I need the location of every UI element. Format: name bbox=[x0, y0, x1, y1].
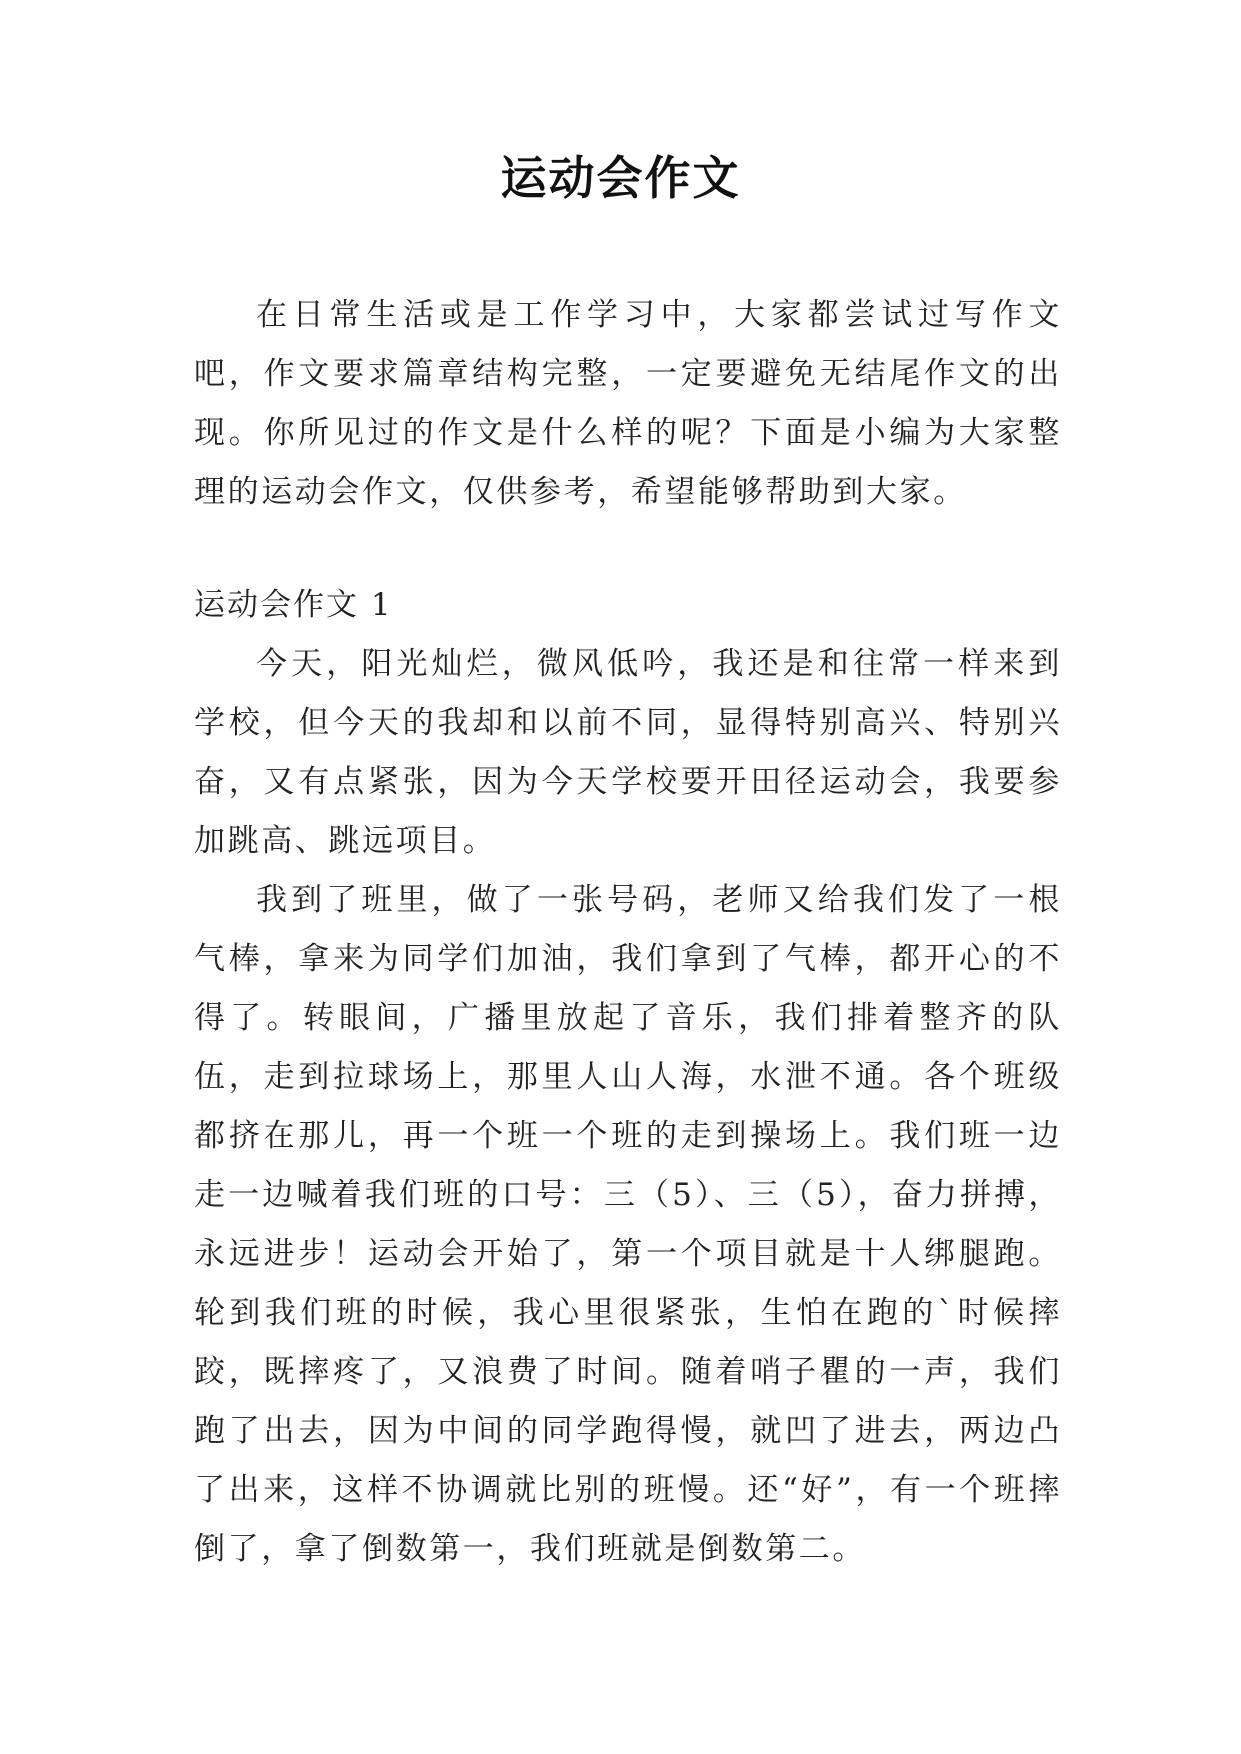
section-body bbox=[194, 635, 1062, 1579]
section-paragraph: 今天，阳光灿烂，微风低吟，我还是和往常一样来到学校，但今天的我却和以前不同，显得特别高兴、特别兴奋，又有点紧张，因为今天学校要开田径运动会，我要参加跳高、跳远项目。 bbox=[194, 646, 1062, 859]
document-title: 运动会作文 bbox=[500, 151, 741, 205]
intro-block bbox=[194, 286, 1062, 522]
section-paragraph: 我到了班里，做了一张号码，老师又给我们发了一根气棒，拿来为同学们加油，我们拿到了气棒，都开心的不得了。转眼间，广播里放起了音乐，我们排着整齐的队伍，走到拉球场上，那里人山人海，水泄不通。各个班级都挤在那儿，再一个班一个班的走到操场上。我们班一边走一边喊着我们班的口号：三（5）、三（5），奋力拼搏，永远进步！运动会开始了，第一个项目就是十人绑腿跑。轮到我们班的时候，我心里很紧张，生怕在跑的`时候摔跤，既摔疼了，又浪费了时间。随着哨子瞿的一声，我们跑了出去，因为中间的同学跑得慢，就凹了进去，两边凸了出来，这样不协调就比别的班慢。还“好”，有一个班摔倒了，拿了倒数第一，我们班就是倒数第二。 bbox=[194, 882, 1062, 1567]
section-heading: 运动会作文 1 bbox=[194, 587, 393, 623]
intro-paragraph: 在日常生活或是工作学习中，大家都尝试过写作文吧，作文要求篇章结构完整，一定要避免无结尾作文的出现。你所见过的作文是什么样的呢？下面是小编为大家整理的运动会作文，仅供参考，希望能够帮助到大家。 bbox=[194, 297, 1062, 510]
